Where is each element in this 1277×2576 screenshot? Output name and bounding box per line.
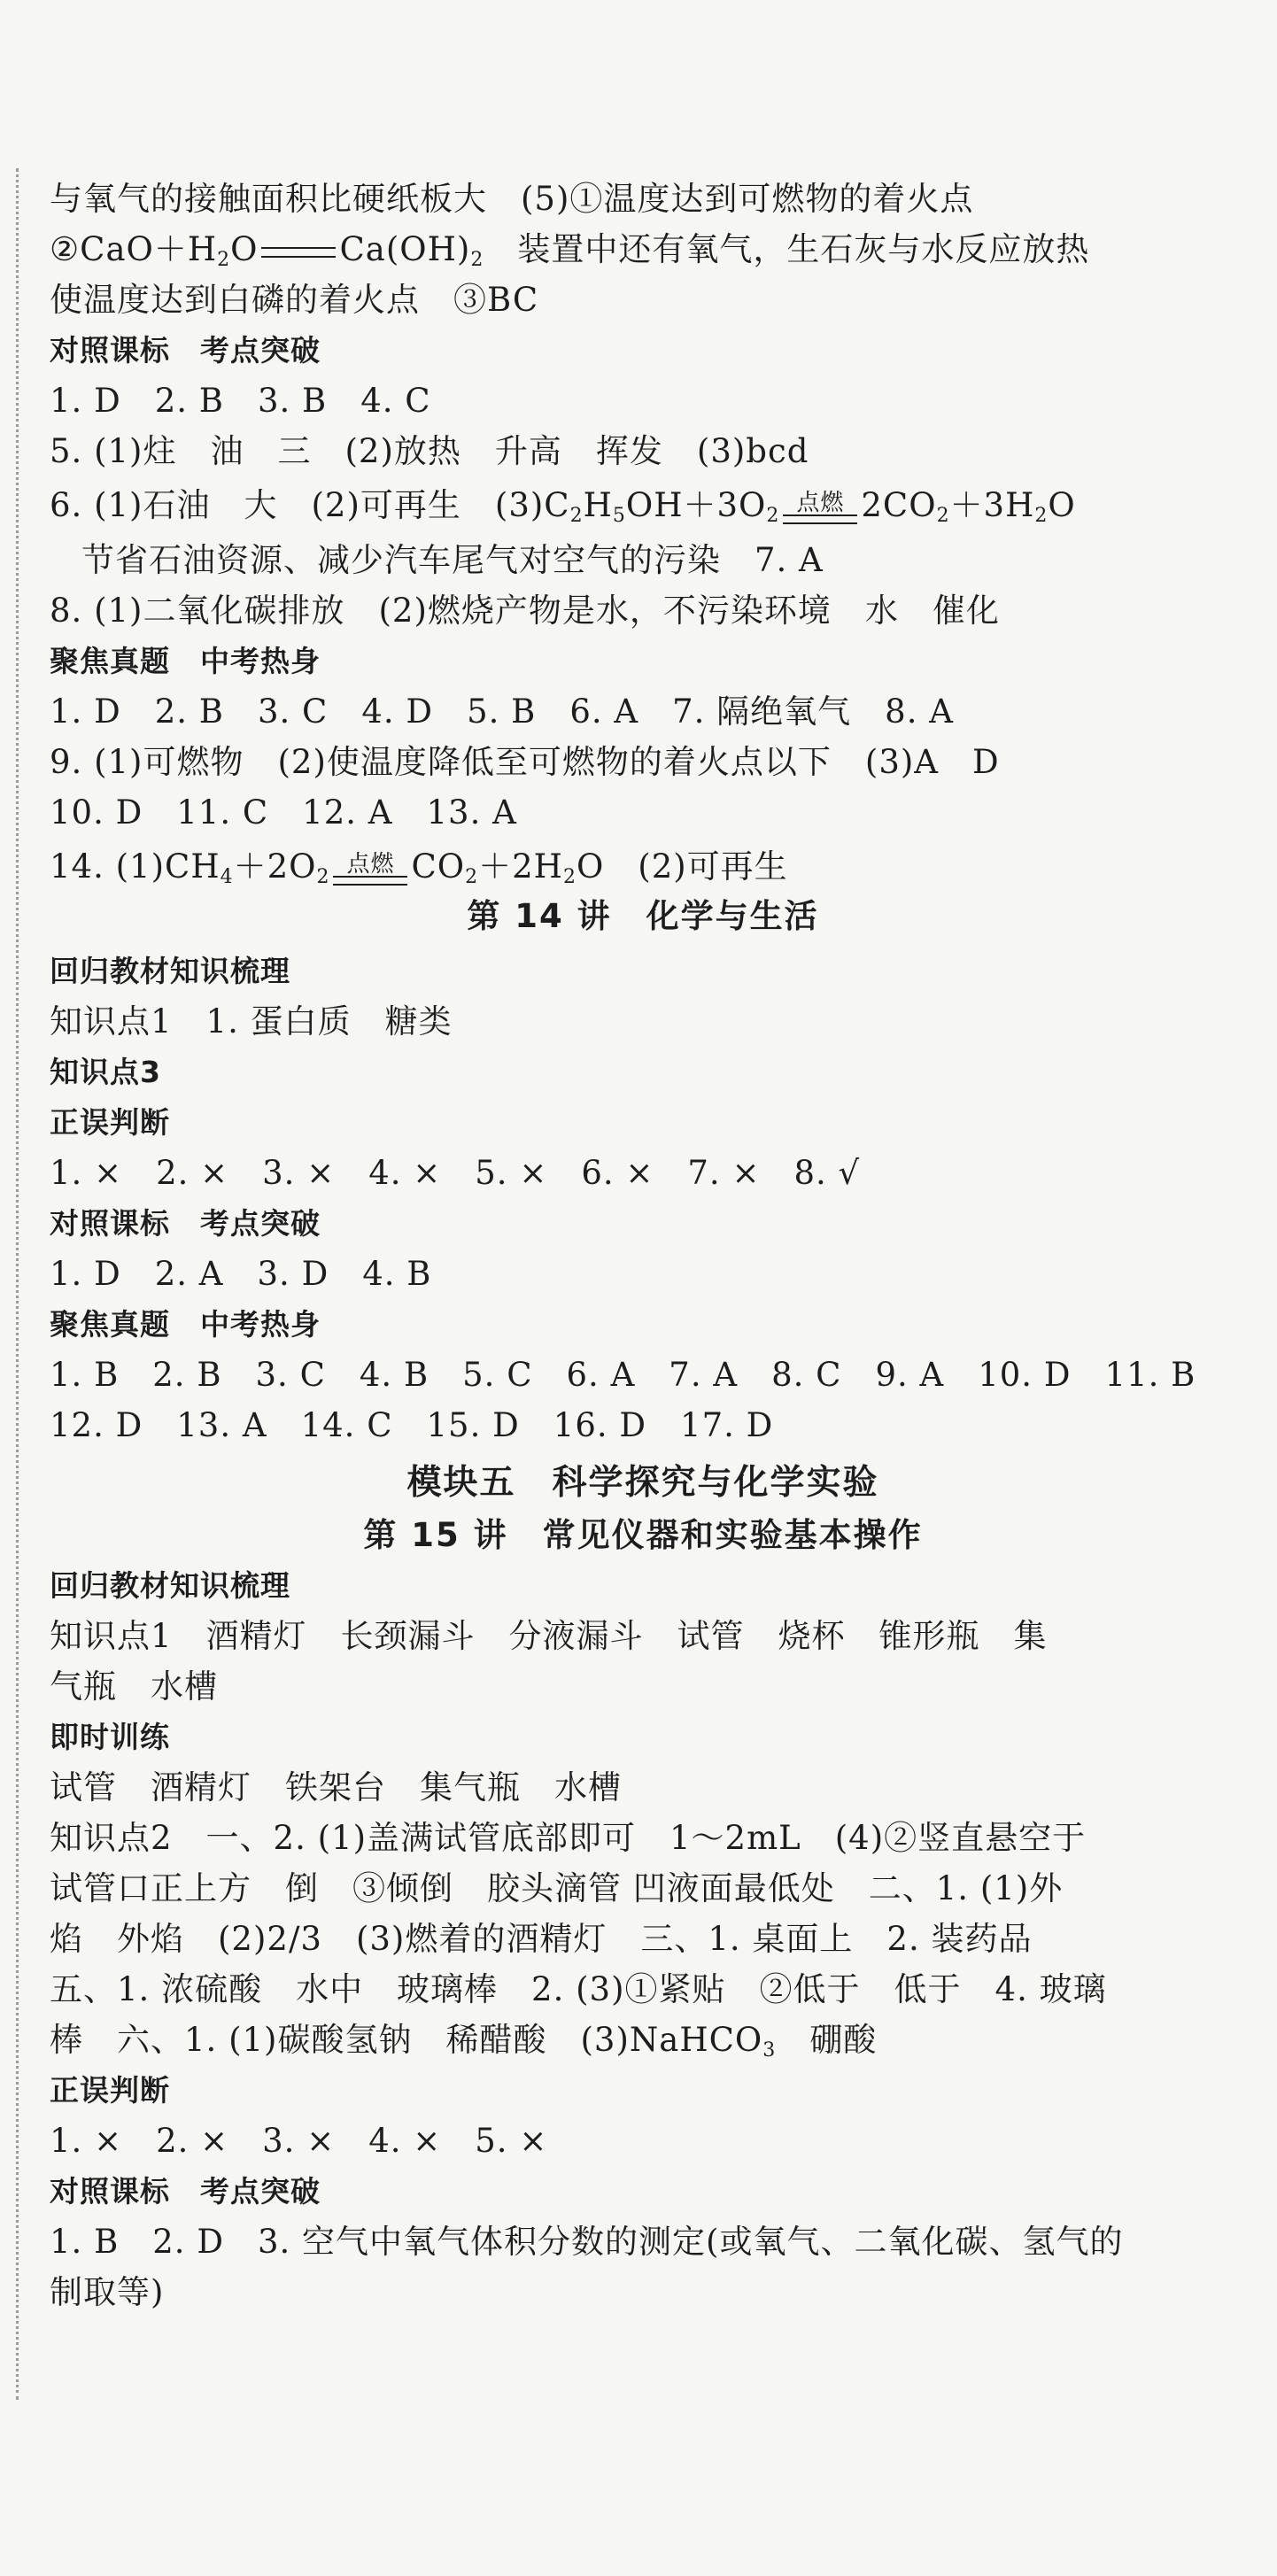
knowledge-point-label: 知识点3 (50, 1055, 161, 1089)
answer-line: 1. × 2. × 3. × 4. × 5. × (50, 2122, 548, 2160)
section-heading: 对照课标 考点突破 (50, 1206, 321, 1241)
answer-line: 焰 外焰 (2)2/3 (3)燃着的酒精灯 三、1. 桌面上 2. 装药品 (50, 1920, 1033, 1958)
section-heading: 对照课标 考点突破 (50, 333, 321, 367)
answer-line: 1. D 2. B 3. C 4. D 5. B 6. A 7. 隔绝氧气 8. A (50, 692, 954, 731)
answer-line: 气瓶 水槽 (50, 1667, 218, 1706)
equation-line: 6. (1)石油 大 (2)可再生 $(3)C_2H_5OH+3O_2$ 点燃 $2CO_2+3H_2O$ (50, 486, 1076, 527)
equation-line: 14. $(1)CH_4+2O_2$ 点燃 $CO_2+2H_2O$ (2)可再生 (50, 847, 788, 888)
answer-line: 知识点2 一、2. (1)盖满试管底部即可 1～2mL (4)②竖直悬空于 (50, 1819, 1087, 1857)
answer-line: 1. D 2. B 3. B 4. C (50, 382, 431, 420)
answer-line: 知识点1 1. 蛋白质 糖类 (50, 1002, 453, 1040)
section-heading: 聚焦真题 中考热身 (50, 1307, 321, 1342)
section-heading: 回归教材知识梳理 (50, 954, 290, 988)
page-margin-dotted-line (16, 168, 19, 2400)
text-line: 节省石油资源、减少汽车尾气对空气的污染 7. A (81, 541, 824, 579)
answer-line: 1. × 2. × 3. × 4. × 5. × 6. × 7. × 8. √ (50, 1154, 861, 1192)
module-title: 模块五 科学探究与化学实验 (406, 1463, 879, 1503)
equals-sign (261, 247, 336, 258)
lecture-title: 第 15 讲 常见仪器和实验基本操作 (363, 1516, 923, 1554)
answer-line: 制取等) (50, 2273, 165, 2311)
equation-line: $②CaO+H_2O$ $Ca(OH)_2$ 装置中还有氧气，生石灰与水反应放热 (50, 230, 1090, 271)
section-heading: 聚焦真题 中考热身 (50, 644, 321, 678)
section-heading: 正误判断 (50, 1105, 170, 1140)
answer-line: 试管口正上方 倒 ③倾倒 胶头滴管 凹液面最低处 二、1. (1)外 (50, 1869, 1064, 1907)
reaction-condition: 点燃 (779, 491, 861, 524)
answer-line: 试管 酒精灯 铁架台 集气瓶 水槽 (50, 1768, 622, 1806)
answer-line: 1. D 2. A 3. D 4. B (50, 1255, 432, 1293)
answer-page (50, 174, 1236, 2317)
text-line: 与氧气的接触面积比硬纸板大 (5)①温度达到可燃物的着火点 (50, 180, 974, 218)
reaction-condition: 点燃 (329, 853, 411, 886)
section-heading: 对照课标 考点突破 (50, 2174, 321, 2209)
answer-line: 9. (1)可燃物 (2)使温度降低至可燃物的着火点以下 (3)A D (50, 743, 1000, 781)
section-heading: 回归教材知识梳理 (50, 1568, 290, 1603)
section-heading: 正误判断 (50, 2073, 170, 2108)
text-line: 使温度达到白磷的着火点 ③BC (50, 281, 539, 319)
answer-line: 5. (1)炷 油 三 (2)放热 升高 挥发 (3)bcd (50, 432, 809, 470)
answer-line: 12. D 13. A 14. C 15. D 16. D 17. D (50, 1406, 774, 1444)
answer-line: 1. B 2. B 3. C 4. B 5. C 6. A 7. A 8. C 9. A 10. D 11. B (50, 1356, 1196, 1394)
answer-line: 10. D 11. C 12. A 13. A (50, 793, 517, 832)
answer-line: 8. (1)二氧化碳排放 (2)燃烧产物是水，不污染环境 水 催化 (50, 592, 1000, 630)
answer-line: 知识点1 酒精灯 长颈漏斗 分液漏斗 试管 烧杯 锥形瓶 集 (50, 1617, 1048, 1655)
answer-line: 1. B 2. D 3. 空气中氧气体积分数的测定(或氧气、二氧化碳、氢气的 (50, 2223, 1124, 2261)
section-heading: 即时训练 (50, 1720, 170, 1754)
answer-line: 五、1. 浓硫酸 水中 玻璃棒 2. (3)①紧贴 ②低于 低于 4. 玻璃 (50, 1970, 1107, 2008)
answer-line: 棒 六、1. (1)碳酸氢钠 稀醋酸 (3)NaHCO$_3$ 硼酸 (50, 2021, 878, 2062)
lecture-title: 第 14 讲 化学与生活 (467, 897, 819, 935)
